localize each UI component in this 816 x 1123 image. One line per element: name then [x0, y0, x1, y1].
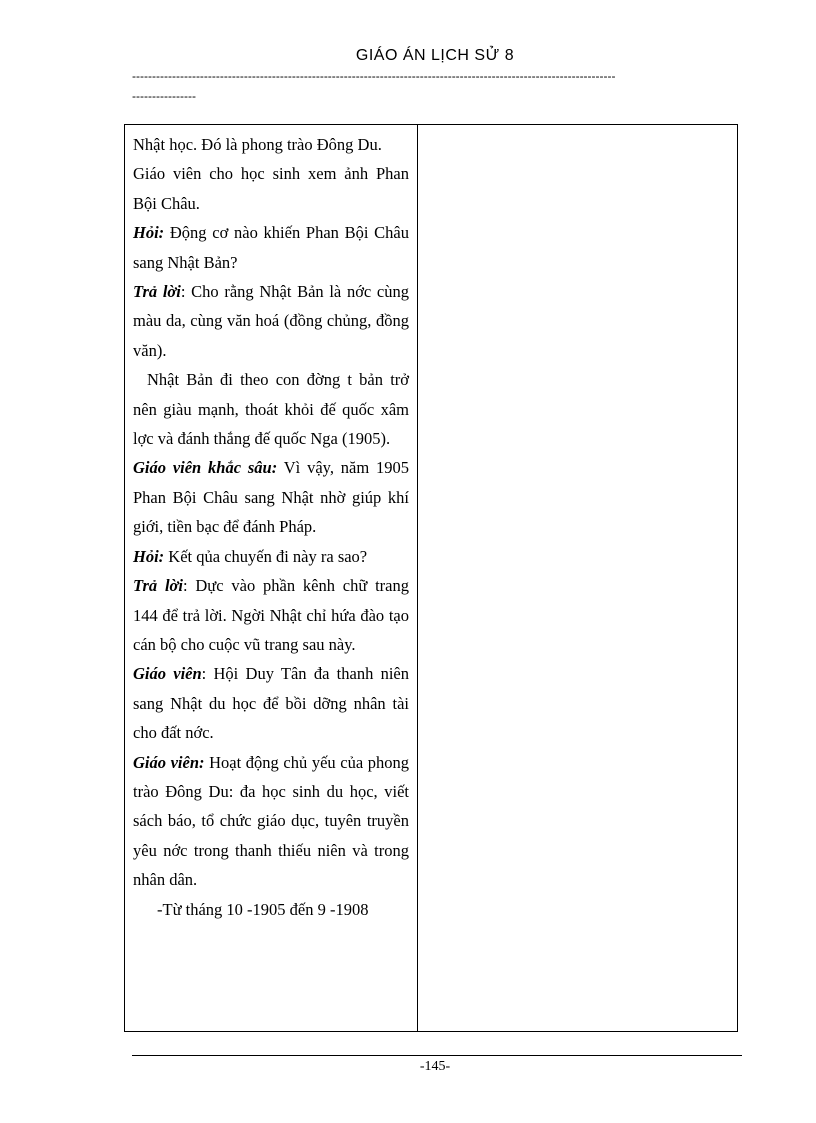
label-answer: Trả lời: [133, 282, 181, 302]
paragraph-answer-motive: [133, 277, 409, 365]
label-answer: Trả lời: [133, 576, 183, 596]
teacher-emphasis-text: Vì vậy, năm 1905 Phan Bội Châu sang Nhật nhờ giúp khí giới, tiền bạc để đánh Pháp.: [133, 458, 409, 537]
label-teacher: Giáo viên: [133, 664, 202, 684]
label-question: Hỏi:: [133, 223, 165, 243]
page-number: -145-: [419, 1059, 451, 1074]
paragraph-intro: Nhật học. Đó là phong trào Đông Du.: [133, 135, 382, 154]
header-dash-line: -------------------------------------------------------------------------------------------------------------------------: [132, 70, 616, 82]
label-question: Hỏi:: [133, 546, 165, 566]
paragraph-photo: Giáo viên cho học sinh xem ảnh Phan Bội Châu.: [133, 164, 409, 213]
paragraph-teacher-duy-tan: [133, 659, 409, 747]
page-header-title: GIÁO ÁN LỊCH SỬ 8: [355, 47, 515, 64]
label-teacher: Giáo viên:: [133, 752, 205, 772]
paragraph-question-result: [133, 542, 409, 571]
paragraph-japan-path: Nhật Bản đi theo con đờng t bản trở nên giàu mạnh, thoát khỏi đế quốc xâm lợc và đánh thắng đế quốc Nga (1905).: [133, 370, 409, 449]
footer-rule: [132, 1055, 742, 1056]
teacher-text: Hoạt động chủ yếu của phong trào Đông Du: đa học sinh du học, viết sách báo, tổ chức giáo dục, tuyên truyền yêu nớc trong thanh thiếu niên và trong nhân dân.: [133, 752, 409, 890]
label-teacher-emphasis: Giáo viên khắc sâu:: [133, 458, 278, 478]
teacher-text: : Hội Duy Tân đa thanh niên sang Nhật du học để bồi dỡng nhân tài cho đất nớc.: [133, 664, 409, 743]
paragraph-teacher-dong-du: [133, 748, 409, 895]
paragraph-question-motive: [133, 218, 409, 277]
paragraph-answer-result: [133, 571, 409, 659]
student-activity-cell: [418, 125, 737, 1031]
paragraph-teacher-emphasis: [133, 453, 409, 541]
question-text: Kết qủa chuyến đi này ra sao?: [164, 546, 368, 566]
lesson-table: [124, 124, 738, 1032]
header-dash-line-continued: ----------------: [132, 90, 196, 102]
teacher-activity-cell: [133, 130, 409, 924]
answer-text: : Cho rằng Nhật Bản là nớc cùng màu da, cùng văn hoá (đồng chủng, đồng văn).: [133, 282, 409, 360]
paragraph-timeline: -Từ tháng 10 -1905 đến 9 -1908: [157, 899, 369, 919]
answer-text: : Dực vào phần kênh chữ trang 144 để trả lời. Ngời Nhật chỉ hứa đào tạo cán bộ cho cuộc vũ trang sau này.: [133, 576, 410, 654]
question-text: Động cơ nào khiến Phan Bội Châu sang Nhật Bản?: [133, 223, 409, 272]
